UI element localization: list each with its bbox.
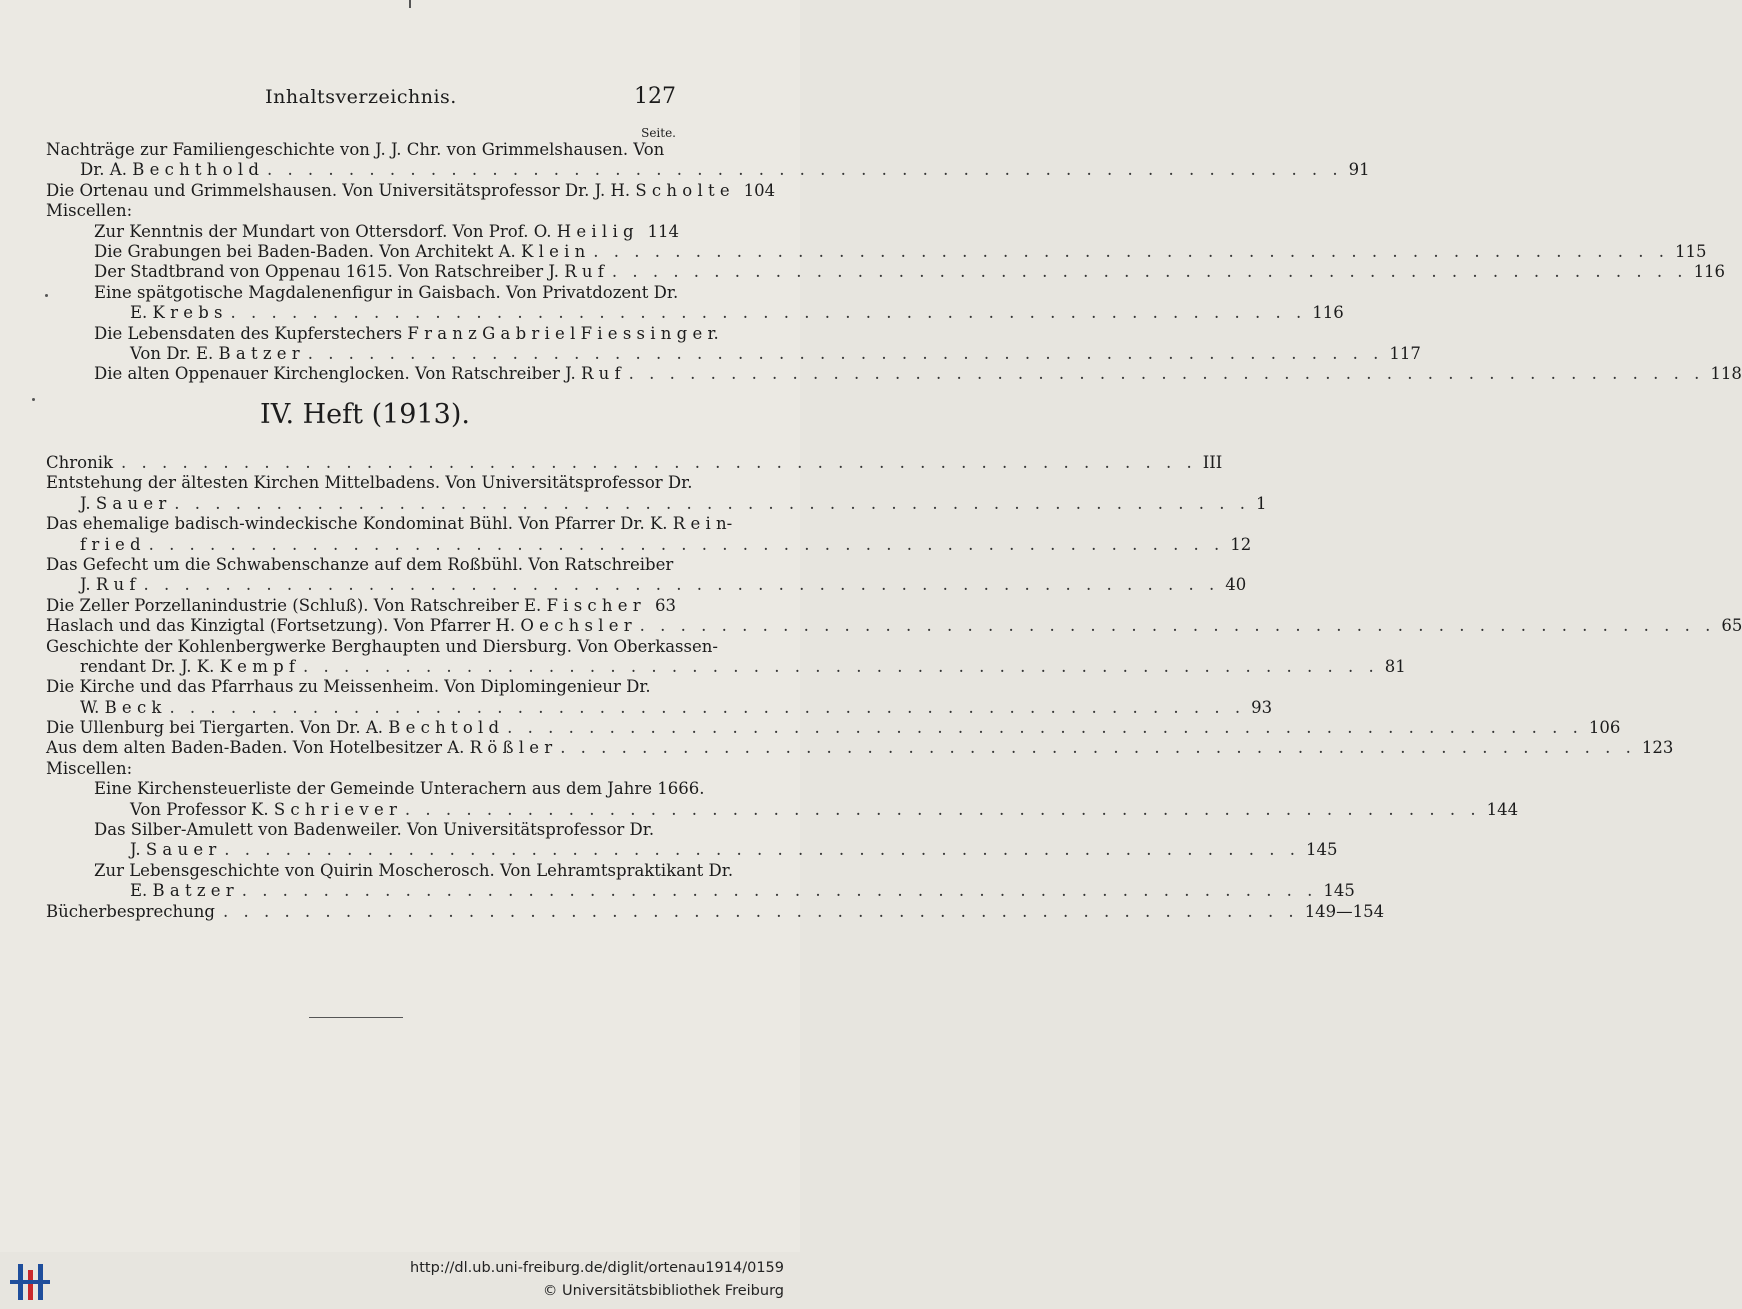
toc-line: Das Silber-Amulett von Badenweiler. Von Universitätsprofessor Dr. — [94, 820, 655, 840]
toc-page: 116 — [1693, 262, 1726, 282]
copyright-text: © Universitätsbibliothek Freiburg — [542, 1283, 784, 1299]
leader-dots — [593, 242, 1669, 262]
toc-page: 118 — [1710, 364, 1742, 384]
source-url-link[interactable]: http://dl.ub.uni-freiburg.de/diglit/ortenau1914/0159 — [410, 1260, 784, 1276]
toc-page: 114 — [647, 221, 680, 241]
leader-dots — [169, 698, 1245, 718]
toc-page: 117 — [1389, 343, 1421, 363]
toc-entry: J. R u f . . . 40 — [46, 575, 676, 595]
toc-entry: Die Ortenau und Grimmelshausen. Von Universitätsprofessor Dr. J. H. S c h o l t e 104 — [46, 180, 776, 200]
toc-line: Die Kirche und das Pfarrhaus zu Meissenheim. Von Diplomingenieur Dr. — [46, 677, 651, 697]
toc-entry: Haslach und das Kinzigtal (Fortsetzung). Von Pfarrer H. O e c h s l e r . . . 65 — [46, 616, 676, 636]
scan-mark — [409, 0, 411, 8]
toc-line: Entstehung der ältesten Kirchen Mittelbadens. Von Universitätsprofessor Dr. — [46, 473, 693, 493]
leader-dots — [303, 657, 1379, 677]
toc-page: 63 — [655, 595, 676, 615]
leader-dots — [121, 453, 1197, 473]
toc-entry: Bücherbesprechung . . . 149—154 — [46, 902, 676, 922]
toc-section-2 — [46, 453, 1742, 922]
leader-dots — [223, 902, 1299, 922]
toc-entry: J. S a u e r . . . 145 — [46, 840, 676, 860]
heft-heading: IV. Heft (1913). — [260, 399, 470, 430]
toc-page: III — [1202, 453, 1223, 472]
leader-dots — [267, 160, 1343, 180]
toc-page: 116 — [1312, 303, 1344, 323]
toc-entry: Aus dem alten Baden-Baden. Von Hotelbesitzer A. R ö ß l e r . . . 123 — [46, 738, 676, 758]
toc-entry: Die Zeller Porzellanindustrie (Schluß). Von Ratschreiber E. F i s c h e r . . . 63 — [46, 596, 676, 616]
toc-entry: Die Ullenburg bei Tiergarten. Von Dr. A. B e c h t o l d . . . 106 — [46, 718, 676, 738]
leader-dots — [149, 535, 1225, 555]
running-title: Inhaltsverzeichnis. — [265, 86, 457, 108]
leader-dots — [612, 262, 1688, 282]
leader-dots — [231, 303, 1307, 323]
toc-page: 40 — [1225, 575, 1247, 595]
page-number: 127 — [634, 84, 676, 109]
toc-page: 106 — [1588, 718, 1621, 738]
ub-freiburg-logo-icon — [10, 1260, 50, 1304]
toc-page: 12 — [1230, 534, 1252, 554]
toc-entry: E. B a t z e r . . . 145 — [46, 881, 676, 901]
leader-dots — [224, 840, 1300, 860]
scan-speck — [32, 398, 35, 401]
toc-page: 91 — [1348, 160, 1370, 180]
toc-entry: Die alten Oppenauer Kirchenglocken. Von Ratschreiber J. R u f . . . 118 — [46, 364, 676, 384]
toc-entry: rendant Dr. J. K. K e m p f . . . 81 — [46, 657, 676, 677]
viewer-footer — [0, 1252, 800, 1309]
toc-page: 93 — [1251, 697, 1273, 717]
toc-entry: W. B e c k . . . 93 — [46, 698, 676, 718]
toc-line: Nachträge zur Familiengeschichte von J. J. Chr. von Grimmelshausen. Von — [46, 140, 665, 159]
toc-page: 115 — [1674, 241, 1707, 261]
leader-dots — [143, 575, 1219, 595]
toc-entry: J. S a u e r . . . 1 — [46, 494, 676, 514]
toc-entry: E. K r e b s . . . 116 — [46, 303, 676, 323]
toc-page: 81 — [1384, 656, 1406, 676]
closing-rule — [309, 1017, 403, 1018]
toc-line: Eine Kirchensteuerliste der Gemeinde Unterachern aus dem Jahre 1666. — [94, 779, 705, 799]
leader-dots — [640, 616, 1716, 636]
toc-entry: Der Stadtbrand von Oppenau 1615. Von Ratschreiber J. R u f . . . 116 — [46, 262, 676, 282]
toc-entry: Von Dr. E. B a t z e r . . . 117 — [46, 344, 676, 364]
leader-dots — [405, 800, 1481, 820]
scan-speck — [45, 294, 48, 297]
toc-page: 144 — [1486, 799, 1519, 819]
toc-page: 1 — [1255, 493, 1267, 513]
leader-dots — [308, 344, 1384, 364]
toc-page: 145 — [1323, 881, 1355, 901]
toc-line: Das Gefecht um die Schwabenschanze auf dem Roßbühl. Von Ratschreiber — [46, 554, 674, 574]
toc-line: Miscellen: — [46, 758, 133, 778]
toc-line: Miscellen: — [46, 201, 133, 221]
toc-line: Zur Lebensgeschichte von Quirin Moscherosch. Von Lehramtspraktikant Dr. — [94, 860, 734, 880]
leader-dots — [629, 364, 1705, 384]
toc-page: 145 — [1305, 840, 1338, 860]
leader-dots — [174, 494, 1250, 514]
toc-entry: Zur Kenntnis der Mundart von Ottersdorf. Von Prof. O. H e i l i g 114 — [94, 221, 680, 241]
toc-entry: Von Professor K. S c h r i e v e r . . . 144 — [46, 800, 676, 820]
toc-line: Geschichte der Kohlenbergwerke Berghaupten und Diersburg. Von Oberkassen- — [46, 636, 718, 656]
toc-page: 65 — [1721, 616, 1742, 636]
toc-entry: Die Grabungen bei Baden-Baden. Von Architekt A. K l e i n . . . 115 — [46, 242, 676, 262]
toc-entry: Chronik . . . III — [46, 453, 676, 473]
toc-page: 104 — [743, 180, 776, 200]
leader-dots — [560, 738, 1636, 758]
leader-dots — [507, 718, 1583, 738]
seite-label: Seite. — [641, 126, 676, 140]
toc-page: 123 — [1641, 738, 1674, 758]
toc-line: Das ehemalige badisch-windeckische Kondominat Bühl. Von Pfarrer Dr. K. R e i n- — [46, 514, 733, 534]
toc-section-1 — [46, 140, 1742, 385]
toc-line: Eine spätgotische Magdalenenfigur in Gaisbach. Von Privatdozent Dr. — [94, 282, 679, 302]
toc-line: Die Lebensdaten des Kupferstechers F r a n z G a b r i e l F i e s s i n g e r. — [94, 323, 719, 343]
leader-dots — [242, 881, 1318, 901]
running-head — [46, 84, 676, 110]
toc-entry: Dr. A. B e c h t h o l d . . . 91 — [46, 160, 676, 180]
toc-page: 149—154 — [1304, 901, 1385, 921]
toc-entry: f r i e d . . . 12 — [46, 535, 676, 555]
